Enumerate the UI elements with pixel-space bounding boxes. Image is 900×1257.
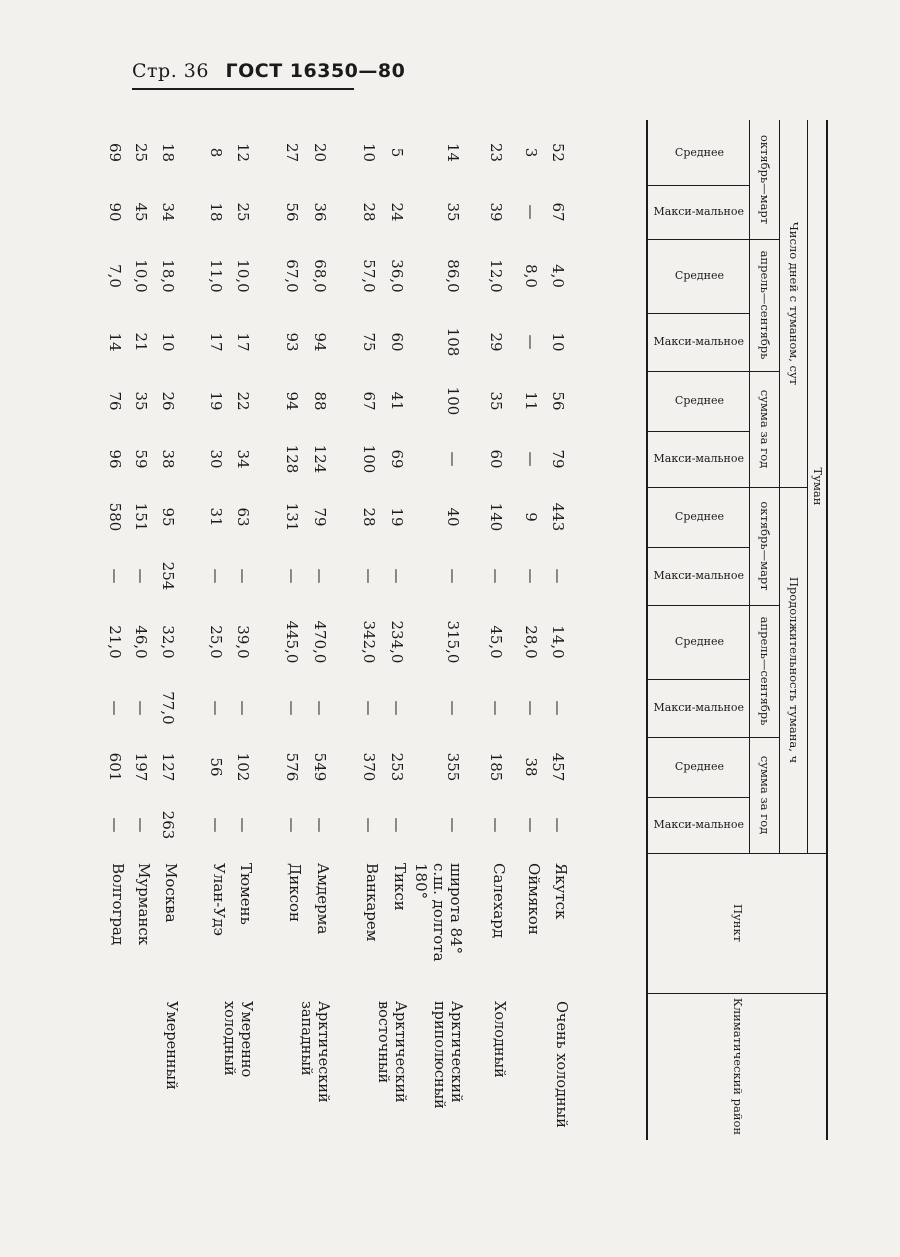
cell-d_as_avg: 36,0	[388, 259, 406, 293]
cell-h_om_max: —	[283, 568, 301, 584]
cell-d_om_avg: 20	[311, 142, 329, 163]
cell-h_om_avg: 140	[487, 502, 505, 532]
cell-h_as_max: —	[487, 700, 505, 716]
cell-h_om_avg: 443	[549, 502, 567, 532]
cell-h_om_avg: 63	[234, 507, 252, 527]
col-header-d_as_max-text: Макси-мальное	[653, 335, 745, 349]
col-header-h_om_max-text: Макси-мальное	[653, 569, 745, 583]
cell-h_y_max: —	[522, 817, 540, 833]
cell-h_om_avg: 95	[159, 507, 177, 527]
cell-d_as_max: 17	[207, 332, 225, 352]
col-header-d_as_avg	[648, 239, 750, 313]
cell-d_as_max: 10	[549, 332, 567, 352]
period-header-apr_sep: апрель—сентябрь	[758, 250, 773, 360]
cell-d_y_avg: 41	[388, 391, 406, 411]
cell-h_y_max: —	[388, 817, 406, 833]
cell-h_as_max: —	[444, 700, 462, 716]
point-name: Тюмень	[237, 863, 255, 925]
cell-h_om_max: —	[132, 568, 150, 584]
cell-d_y_avg: 94	[283, 391, 301, 411]
col-header-h_y_max	[648, 797, 750, 853]
cell-d_om_avg: 10	[360, 142, 378, 163]
cell-d_y_max: 59	[132, 449, 150, 469]
cell-d_as_avg: 10,0	[234, 259, 252, 293]
cell-h_y_avg: 457	[549, 752, 567, 782]
cell-d_om_max: 67	[549, 202, 567, 222]
cell-h_om_max: —	[106, 568, 124, 584]
cell-d_y_max: 96	[106, 449, 124, 469]
cell-d_as_avg: 86,0	[444, 259, 462, 293]
cell-d_as_max: 94	[311, 332, 329, 352]
cell-d_as_avg: 11,0	[207, 259, 225, 293]
point-name: Москва	[162, 863, 180, 923]
cell-h_y_max: —	[311, 817, 329, 833]
cell-d_om_max: 36	[311, 202, 329, 222]
cell-d_om_avg: 69	[106, 142, 124, 163]
cell-d_y_avg: 11	[522, 391, 540, 411]
cell-d_y_avg: 76	[106, 391, 124, 411]
cell-d_om_max: 45	[132, 202, 150, 222]
cell-d_om_max: 39	[487, 202, 505, 222]
cell-d_as_max: —	[522, 334, 540, 350]
cell-h_as_max: —	[311, 700, 329, 716]
col-header-h_om_avg	[648, 487, 750, 547]
col-header-h_y_avg-text: Среднее	[674, 760, 724, 774]
cell-d_y_max: 30	[207, 449, 225, 469]
cell-d_y_avg: 22	[234, 391, 252, 411]
col-header-h_y_max-text: Макси-мальное	[653, 818, 745, 832]
cell-d_y_max: 124	[311, 444, 329, 474]
point-name: Якутск	[552, 863, 570, 920]
cell-d_as_avg: 68,0	[311, 259, 329, 293]
cell-h_y_avg: 370	[360, 752, 378, 782]
cell-h_om_avg: 9	[522, 512, 540, 522]
cell-h_as_avg: 445,0	[283, 620, 301, 664]
cell-h_as_max: —	[106, 700, 124, 716]
cell-h_y_max: —	[487, 817, 505, 833]
cell-d_as_max: 108	[444, 327, 462, 357]
cell-d_y_max: 38	[159, 449, 177, 469]
point-name: Волгоград	[109, 863, 127, 946]
point-name: Мурманск	[135, 863, 153, 946]
cell-d_as_avg: 10,0	[132, 259, 150, 293]
cell-d_as_max: 17	[234, 332, 252, 352]
col-header-d_y_max-text: Макси-мальное	[653, 452, 745, 466]
cell-d_om_max: —	[522, 204, 540, 220]
cell-h_om_avg: 580	[106, 502, 124, 532]
cell-d_om_avg: 5	[388, 147, 406, 158]
col-header-h_as_max	[648, 679, 750, 737]
fog-header: Туман	[811, 467, 826, 506]
period-header-apr_sep: апрель—сентябрь	[758, 616, 773, 726]
cell-d_y_avg: 67	[360, 391, 378, 411]
cell-h_y_max: —	[360, 817, 378, 833]
cell-h_as_avg: 39,0	[234, 625, 252, 659]
cell-d_om_max: 25	[234, 202, 252, 222]
cell-h_y_avg: 102	[234, 752, 252, 782]
cell-h_om_max: —	[234, 568, 252, 584]
col-header-d_y_avg-text: Среднее	[674, 394, 724, 408]
cell-h_as_max: —	[283, 700, 301, 716]
header-rule	[132, 88, 354, 90]
cell-h_om_max: —	[388, 568, 406, 584]
cell-h_om_max: —	[487, 568, 505, 584]
cell-h_as_avg: 14,0	[549, 625, 567, 659]
cell-h_y_max: 263	[159, 810, 177, 840]
cell-h_y_avg: 185	[487, 752, 505, 782]
cell-h_as_max: —	[207, 700, 225, 716]
cell-d_om_max: 28	[360, 202, 378, 222]
cell-d_as_max: 14	[106, 332, 124, 352]
cell-h_om_avg: 151	[132, 502, 150, 532]
region-name: Арктический приполюсный	[430, 1001, 464, 1109]
cell-h_y_avg: 197	[132, 752, 150, 782]
standard-code: ГОСТ 16350—80	[225, 60, 406, 82]
cell-d_om_avg: 8	[207, 147, 225, 158]
point-name: Ванкарем	[363, 863, 381, 942]
col-header-d_om_avg-text: Среднее	[674, 145, 724, 159]
cell-h_om_avg: 28	[360, 507, 378, 527]
cell-h_as_avg: 315,0	[444, 620, 462, 664]
cell-h_as_max: —	[360, 700, 378, 716]
point-name: широта 84° с.ш. долгота 180°	[412, 863, 465, 962]
cell-h_y_max: —	[234, 817, 252, 833]
point-name: Улан-Удэ	[210, 863, 228, 936]
cell-d_om_max: 18	[207, 202, 225, 222]
cell-h_as_avg: 21,0	[106, 625, 124, 659]
cell-h_y_max: —	[549, 817, 567, 833]
cell-h_as_avg: 45,0	[487, 625, 505, 659]
cell-h_as_max: —	[234, 700, 252, 716]
cell-d_om_avg: 14	[444, 142, 462, 163]
cell-h_y_avg: 355	[444, 752, 462, 782]
cell-h_as_max: —	[549, 700, 567, 716]
cell-d_om_max: 56	[283, 202, 301, 222]
col-header-d_as_avg-text: Среднее	[674, 269, 724, 283]
cell-d_as_avg: 7,0	[106, 264, 124, 288]
col-header-h_om_avg-text: Среднее	[674, 510, 724, 524]
point-name: Тикси	[391, 863, 409, 911]
cell-h_y_avg: 38	[522, 757, 540, 777]
cell-h_om_max: —	[444, 568, 462, 584]
cell-h_as_max: —	[388, 700, 406, 716]
point-name: Оймякон	[525, 863, 543, 935]
cell-h_y_max: —	[283, 817, 301, 833]
period-header-year: сумма за год	[758, 389, 773, 469]
region-header: Климатический район	[731, 997, 746, 1136]
cell-d_as_avg: 67,0	[283, 259, 301, 293]
cell-d_y_max: 69	[388, 449, 406, 469]
cell-d_om_avg: 18	[159, 142, 177, 163]
cell-d_as_avg: 12,0	[487, 259, 505, 293]
cell-h_y_avg: 601	[106, 752, 124, 782]
col-header-d_om_max-text: Макси-мальное	[653, 205, 745, 219]
cell-d_om_avg: 23	[487, 142, 505, 163]
cell-h_y_max: —	[207, 817, 225, 833]
page-number: Стр. 36	[132, 60, 209, 82]
period-header-oct_mar: октябрь—март	[758, 134, 773, 225]
cell-d_y_avg: 88	[311, 391, 329, 411]
days-group-header: Число дней с туманом, сут	[787, 221, 802, 386]
cell-d_om_avg: 3	[522, 147, 540, 158]
cell-h_as_max: 77,0	[159, 691, 177, 725]
cell-d_y_max: 60	[487, 449, 505, 469]
cell-h_y_max: —	[106, 817, 124, 833]
cell-d_y_max: 34	[234, 449, 252, 469]
cell-h_y_avg: 253	[388, 752, 406, 782]
cell-d_as_max: 10	[159, 332, 177, 352]
cell-d_as_avg: 8,0	[522, 264, 540, 288]
col-header-h_as_avg	[648, 605, 750, 679]
cell-d_y_avg: 35	[487, 391, 505, 411]
cell-h_y_max: —	[444, 817, 462, 833]
cell-h_om_avg: 19	[388, 507, 406, 527]
cell-d_as_avg: 57,0	[360, 259, 378, 293]
period-header-year: сумма за год	[758, 755, 773, 835]
cell-d_om_avg: 52	[549, 142, 567, 163]
col-header-d_as_max	[648, 313, 750, 371]
cell-h_om_max: 254	[159, 561, 177, 591]
cell-h_as_avg: 234,0	[388, 620, 406, 664]
cell-h_as_avg: 32,0	[159, 625, 177, 659]
cell-h_as_avg: 46,0	[132, 625, 150, 659]
cell-h_y_avg: 127	[159, 752, 177, 782]
fog-table	[106, 120, 828, 1140]
cell-h_as_avg: 342,0	[360, 620, 378, 664]
col-header-d_y_max	[648, 431, 750, 487]
col-header-h_y_avg	[648, 737, 750, 797]
period-header-oct_mar: октябрь—март	[758, 501, 773, 591]
cell-d_y_avg: 19	[207, 391, 225, 411]
cell-d_y_avg: 56	[549, 391, 567, 411]
cell-d_y_max: 128	[283, 444, 301, 474]
cell-d_om_avg: 27	[283, 142, 301, 163]
cell-d_om_max: 35	[444, 202, 462, 222]
cell-d_as_max: 29	[487, 332, 505, 352]
cell-d_y_max: 100	[360, 444, 378, 474]
col-header-h_om_max	[648, 547, 750, 605]
col-header-h_as_avg-text: Среднее	[674, 635, 724, 649]
point-name: Диксон	[286, 863, 304, 922]
region-name: Холодный	[491, 1001, 507, 1078]
cell-d_om_max: 34	[159, 202, 177, 222]
cell-d_om_avg: 12	[234, 142, 252, 163]
cell-h_as_max: —	[522, 700, 540, 716]
hours-group-header: Продолжительность тумана, ч	[787, 576, 802, 764]
cell-h_as_avg: 25,0	[207, 625, 225, 659]
cell-h_om_max: —	[360, 568, 378, 584]
cell-h_as_avg: 470,0	[311, 620, 329, 664]
cell-d_y_avg: 35	[132, 391, 150, 411]
cell-h_om_max: —	[522, 568, 540, 584]
region-name: Арктический восточный	[374, 1001, 408, 1103]
col-header-d_y_avg	[648, 371, 750, 431]
cell-d_y_avg: 26	[159, 391, 177, 411]
col-header-h_as_max-text: Макси-мальное	[653, 701, 745, 715]
region-name: Очень холодный	[553, 1001, 569, 1128]
cell-d_as_max: 75	[360, 332, 378, 352]
cell-d_y_max: —	[522, 451, 540, 467]
col-header-d_om_avg	[648, 120, 750, 185]
point-header: Пункт	[731, 903, 746, 942]
col-header-d_om_max	[648, 185, 750, 239]
page-header	[132, 60, 405, 82]
cell-d_as_max: 60	[388, 332, 406, 352]
cell-h_om_max: —	[311, 568, 329, 584]
cell-h_om_avg: 131	[283, 502, 301, 532]
region-name: Умеренно холодный	[220, 1001, 254, 1078]
cell-d_y_avg: 100	[444, 386, 462, 416]
cell-d_as_avg: 4,0	[549, 264, 567, 288]
cell-h_om_avg: 40	[444, 507, 462, 527]
cell-d_as_max: 21	[132, 332, 150, 352]
cell-h_y_avg: 56	[207, 757, 225, 777]
cell-h_y_avg: 576	[283, 752, 301, 782]
cell-h_om_avg: 79	[311, 507, 329, 527]
cell-d_om_max: 90	[106, 202, 124, 222]
cell-h_om_max: —	[207, 568, 225, 584]
cell-d_y_max: —	[444, 451, 462, 467]
cell-d_om_avg: 25	[132, 142, 150, 163]
cell-h_y_avg: 549	[311, 752, 329, 782]
point-name: Салехард	[490, 863, 508, 939]
cell-d_om_max: 24	[388, 202, 406, 222]
cell-h_y_max: —	[132, 817, 150, 833]
region-name: Умеренный	[163, 1001, 179, 1090]
region-name: Арктический западный	[297, 1001, 331, 1103]
cell-d_as_max: 93	[283, 332, 301, 352]
cell-h_as_avg: 28,0	[522, 625, 540, 659]
cell-d_y_max: 79	[549, 449, 567, 469]
cell-h_om_max: —	[549, 568, 567, 584]
cell-d_as_avg: 18,0	[159, 259, 177, 293]
point-name: Амдерма	[314, 863, 332, 935]
cell-h_as_max: —	[132, 700, 150, 716]
cell-h_om_avg: 31	[207, 507, 225, 527]
